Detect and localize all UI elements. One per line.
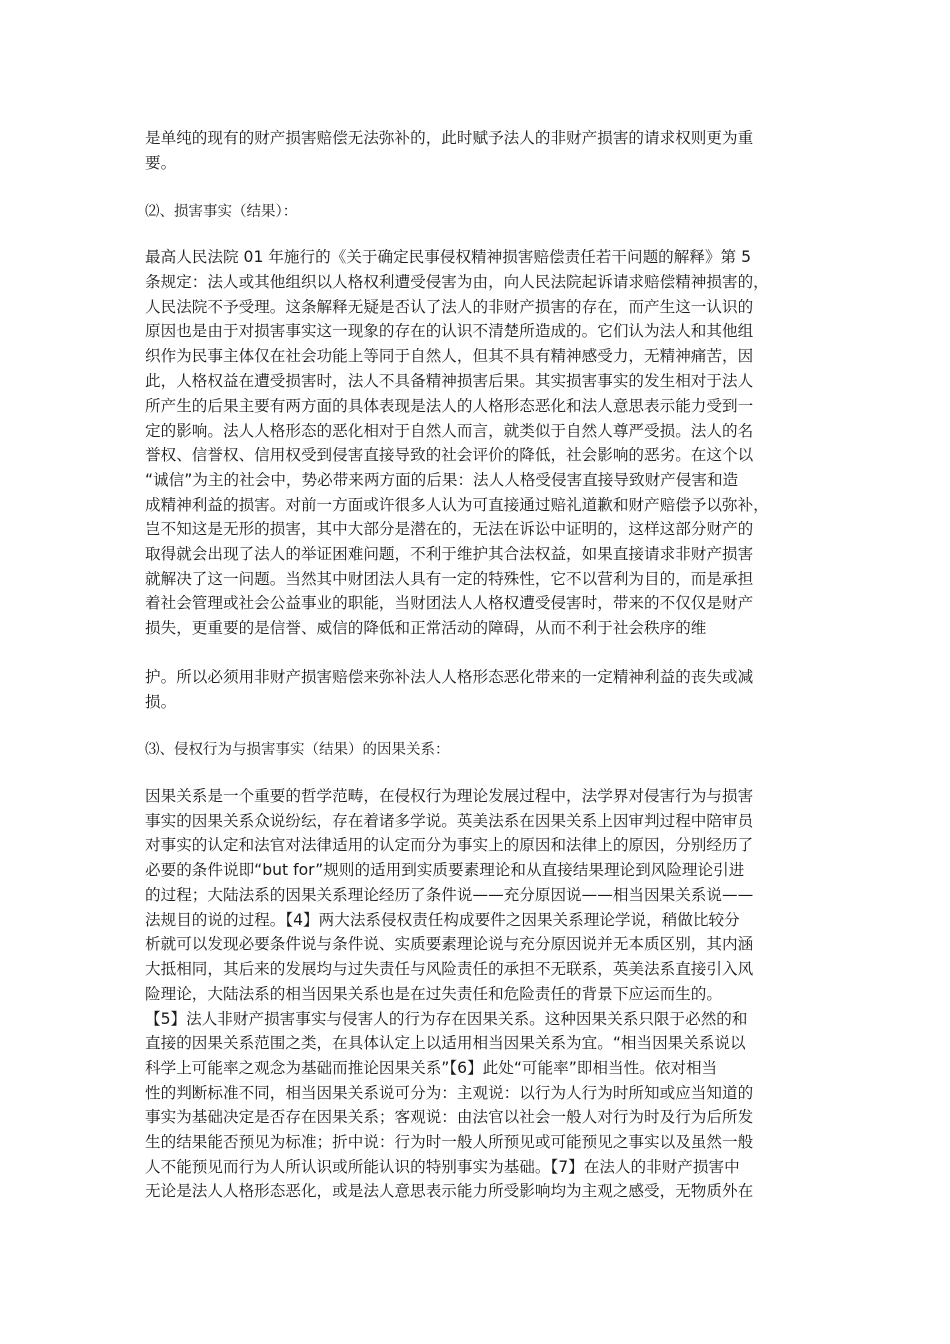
paragraph-line: 所产生的后果主要有两方面的具体表现是法人的人格形态恶化和法人意思表示能力受到一 <box>145 397 754 415</box>
paragraph-line: 就解决了这一问题。当然其中财团法人具有一定的特殊性，它不以营利为目的，而是承担 <box>145 570 754 588</box>
paragraph-line: 损失，更重要的是信誉、威信的降低和正常活动的障碍，从而不利于社会秩序的维 <box>145 619 707 637</box>
paragraph-line: 成精神利益的损害。对前一方面或许很多人认为可直接通过赔礼道歉和财产赔偿予以弥补， <box>145 496 769 514</box>
paragraph-line: 险理论，大陆法系的相当因果关系也是在过失责任和危险责任的背景下应运而生的。 <box>145 985 722 1003</box>
section-heading: ⑵、损害事实（结果）： <box>145 204 298 220</box>
paragraph-line: 性的判断标准不同，相当因果关系说可分为：主观说：以行为人行为时所知或应当知道的 <box>145 1084 754 1102</box>
section-heading: ⑶、侵权行为与损害事实（结果）的因果关系： <box>145 742 450 758</box>
paragraph-line: 要。 <box>145 154 177 172</box>
paragraph-line: 誉权、信誉权、信用权受到侵害直接导致的社会评价的降低，社会影响的恶劣。在这个以 <box>145 446 754 464</box>
paragraph-line: 着社会管理或社会公益事业的职能，当财团法人人格权遭受侵害时，带来的不仅仅是财产 <box>145 594 754 612</box>
paragraph-line: “诚信”为主的社会中，势必带来两方面的后果：法人人格受侵害直接导致财产侵害和造 <box>145 471 739 489</box>
paragraph-line: 必要的条件说即“but for”规则的适用到实质要素理论和从直接结果理论到风险理论引进 <box>145 861 745 879</box>
paragraph-line: 人不能预见而行为人所认识或所能认识的特别事实为基础。【7】在法人的非财产损害中 <box>145 1158 740 1176</box>
paragraph-line: 条规定：法人或其他组织以人格权利遭受侵害为由，向人民法院起诉请求赔偿精神损害的， <box>145 273 769 291</box>
paragraph-line: 取得就会出现了法人的举证困难问题，不利于维护其合法权益，如果直接请求非财产损害 <box>145 545 754 563</box>
paragraph-line: 护。所以必须用非财产损害赔偿来弥补法人人格形态恶化带来的一定精神利益的丧失或减 <box>145 668 754 686</box>
paragraph-line: 原因也是由于对损害事实这一现象的存在的认识不清楚所造成的。它们认为法人和其他组 <box>145 322 754 340</box>
paragraph-line: 最高人民法院 01 年施行的《关于确定民事侵权精神损害赔偿责任若干问题的解释》第 5 <box>145 248 752 266</box>
paragraph-line: 对事实的认定和法官对法律适用的认定而分为事实上的原因和法律上的原因，分别经历了 <box>145 836 754 854</box>
paragraph-line: 【5】法人非财产损害事实与侵害人的行为存在因果关系。这种因果关系只限于必然的和 <box>145 1010 748 1028</box>
paragraph-line: 生的结果能否预见为标准；折中说：行为时一般人所预见或可能预见之事实以及虽然一般 <box>145 1133 754 1151</box>
paragraph-line: 大抵相同，其后来的发展均与过失责任与风险责任的承担不无联系，英美法系直接引入风 <box>145 960 754 978</box>
paragraph-line: 定的影响。法人人格形态的恶化相对于自然人而言，就类似于自然人尊严受损。法人的名 <box>145 422 754 440</box>
paragraph-line: 因果关系是一个重要的哲学范畴，在侵权行为理论发展过程中，法学界对侵害行为与损害 <box>145 787 754 805</box>
paragraph-line: 事实的因果关系众说纷纭，存在着诸多学说。英美法系在因果关系上因审判过程中陪审员 <box>145 812 754 830</box>
paragraph-line: 织作为民事主体仅在社会功能上等同于自然人，但其不具有精神感受力，无精神痛苦，因 <box>145 347 754 365</box>
paragraph-line: 此，人格权益在遭受损害时，法人不具备精神损害后果。其实损害事实的发生相对于法人 <box>145 372 754 390</box>
paragraph-line: 损。 <box>145 693 177 711</box>
paragraph-line: 法规目的说的过程。【4】两大法系侵权责任构成要件之因果关系理论学说，稍做比较分 <box>145 911 740 929</box>
paragraph-line: 科学上可能率之观念为基础而推论因果关系”【6】此处“可能率”即相当性。依对相当 <box>145 1059 718 1077</box>
paragraph-line: 的过程；大陆法系的因果关系理论经历了条件说——充分原因说——相当因果关系说—— <box>145 886 754 904</box>
paragraph-line: 直接的因果关系范围之类，在具体认定上以适用相当因果关系为宜。“相当因果关系说以 <box>145 1034 746 1052</box>
paragraph-line: 析就可以发现必要条件说与条件说、实质要素理论说与充分原因说并无本质区别，其内涵 <box>145 935 754 953</box>
paragraph-line: 岂不知这是无形的损害，其中大部分是潜在的，无法在诉讼中证明的，这样这部分财产的 <box>145 520 754 538</box>
paragraph-line: 人民法院不予受理。这条解释无疑是否认了法人的非财产损害的存在，而产生这一认识的 <box>145 298 754 316</box>
paragraph-line: 是单纯的现有的财产损害赔偿无法弥补的，此时赋予法人的非财产损害的请求权则更为重 <box>145 129 754 147</box>
paragraph-line: 事实为基础决定是否存在因果关系；客观说：由法官以社会一般人对行为时及行为后所发 <box>145 1108 754 1126</box>
paragraph-line: 无论是法人人格形态恶化，或是法人意思表示能力所受影响均为主观之感受，无物质外在 <box>145 1182 754 1200</box>
